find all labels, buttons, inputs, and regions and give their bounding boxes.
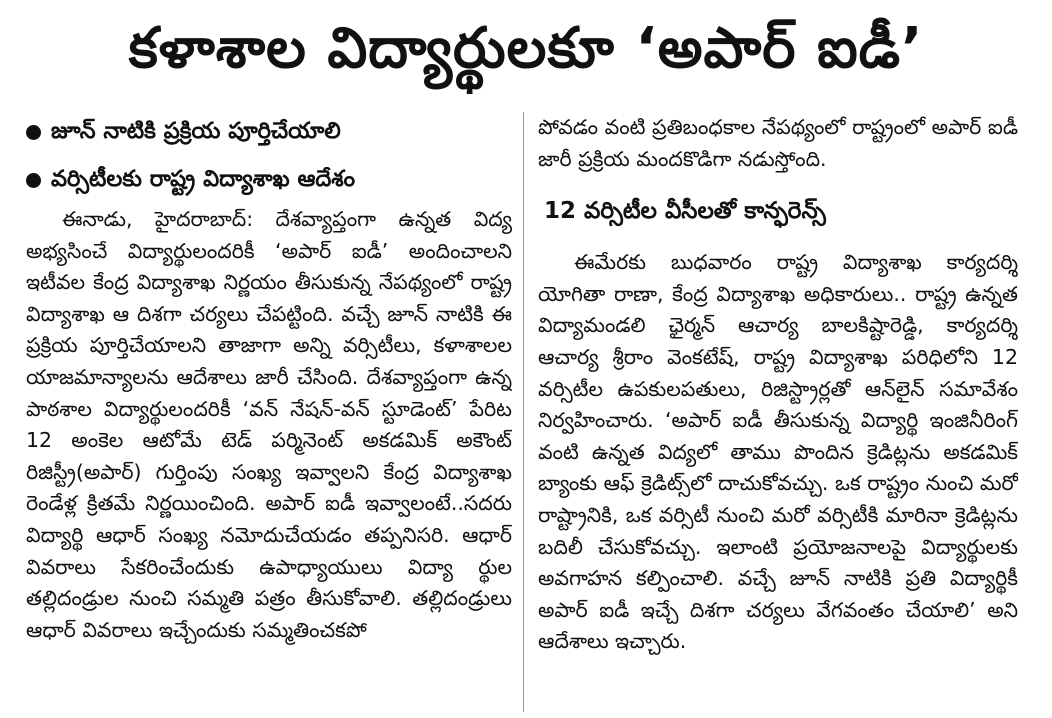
body-paragraph-continued: పోవడం వంటి ప్రతిబంధకాల నేపథ్యంలో రాష్ట్రంలో అపార్ ఐడీ జారీ ప్రక్రియ మందకొడిగా నడుస్తోంది. [538,115,1018,171]
bullet-point [26,108,512,156]
bullet-text: జూన్ నాటికి ప్రక్రియ పూర్తిచేయాలి [51,118,341,145]
body-paragraph-right: ఈమేరకు బుధవారం రాష్ట్ర విద్యాశాఖ కార్యదర్శి యోగితా రాణా, కేంద్ర విద్యాశాఖ అధికారులు.. రాష్ట్ర ఉన్నత విద్యామండలి ఛైర్మన్ ఆచార్య బాలకిష్టారెడ్డి, కార్యదర్శి ఆచార్య శ్రీరాం వెంకటేష్, రాష్ట్ర విద్యాశాఖ పరిధిలోని 12 వర్సిటీల ఉపకులపతులు, రిజిస్ట్రార్లతో ఆన్‌లైన్ సమావేశం నిర్వహించారు. ‘అపార్ ఐడీ తీసుకున్న విద్యార్థి ఇంజినీరింగ్ వంటి ఉన్నత విద్యలో తాము పొందిన క్రెడిట్లను అకడమిక్ బ్యాంకు ఆఫ్ క్రెడిట్స్‌లో దాచుకోవచ్చు. ఒక రాష్ట్రం నుంచి మరో రాష్ట్రానికి, ఒక వర్సిటీ నుంచి మరో వర్సిటీకి మారినా క్రెడిట్లను బదిలీ చేసుకోవచ్చు. ఇలాంటి ప్రయోజనాలపై విద్యార్థులకు అవగాహన కల్పించాలి. వచ్చే జూన్ నాటికి ప్రతి విద్యార్థికీ అపార్ ఐడీ ఇచ్చే దిశగా చర్యలు వేగవంతం చేయాలి’ అని ఆదేశాలు ఇచ్చారు. [538,250,1018,654]
bullet-text: వర్సిటీలకు రాష్ట్ర విద్యాశాఖ ఆదేశం [51,166,356,193]
right-column [538,112,1018,695]
bullet-icon [26,173,41,188]
article-headline: కళాశాల విద్యార్థులకూ ‘అపార్ ఐడీ’ [128,16,924,81]
column-divider [523,112,524,712]
left-column [26,108,512,678]
bullet-point [26,156,512,204]
bullet-icon [26,125,41,140]
body-paragraph-left: ఈనాడు, హైదరాబాద్: దేశవ్యాప్తంగా ఉన్నత విద్య అభ్యసించే విద్యార్థులందరికీ ‘అపార్ ఐడీ’ అందించాలని ఇటీవల కేంద్ర విద్యాశాఖ నిర్ణయం తీసుకున్న నేపథ్యంలో రాష్ట్ర విద్యాశాఖ ఆ దిశగా చర్యలు చేపట్టింది. వచ్చే జూన్ నాటికి ఈ ప్రక్రియ పూర్తిచేయాలని తాజాగా అన్ని వర్సిటీలు, కళాశాలల యాజమాన్యాలను ఆదేశాలు జారీ చేసింది. దేశవ్యాప్తంగా ఉన్న పాఠశాల విద్యార్థులందరికీ ‘వన్ నేషన్-వన్ స్టూడెంట్’ పేరిట 12 అంకెల ఆటోమే టెడ్ పర్మినెంట్ అకడమిక్ అకౌంట్ రిజిస్ట్రీ(అపార్) గుర్తింపు సంఖ్య ఇవ్వాలని కేంద్ర విద్యాశాఖ రెండేళ్ల క్రితమే నిర్ణయించింది. అపార్ ఐడీ ఇవ్వాలంటే..సదరు విద్యార్థి ఆధార్ సంఖ్య నమోదుచేయడం తప్పనిసరి. ఆధార్ వివరాలు సేకరించేందుకు ఉపాధ్యాయులు విద్యా ర్థుల తల్లిదండ్రుల నుంచి సమ్మతి పత్రం తీసుకోవాలి. తల్లిదండ్రులు ఆధార్ వివరాలు ఇచ్చేందుకు సమ్మతించకపో [26,207,512,642]
sub-heading: 12 వర్సిటీల వీసీలతో కాన్ఫరెన్స్ [544,198,826,225]
